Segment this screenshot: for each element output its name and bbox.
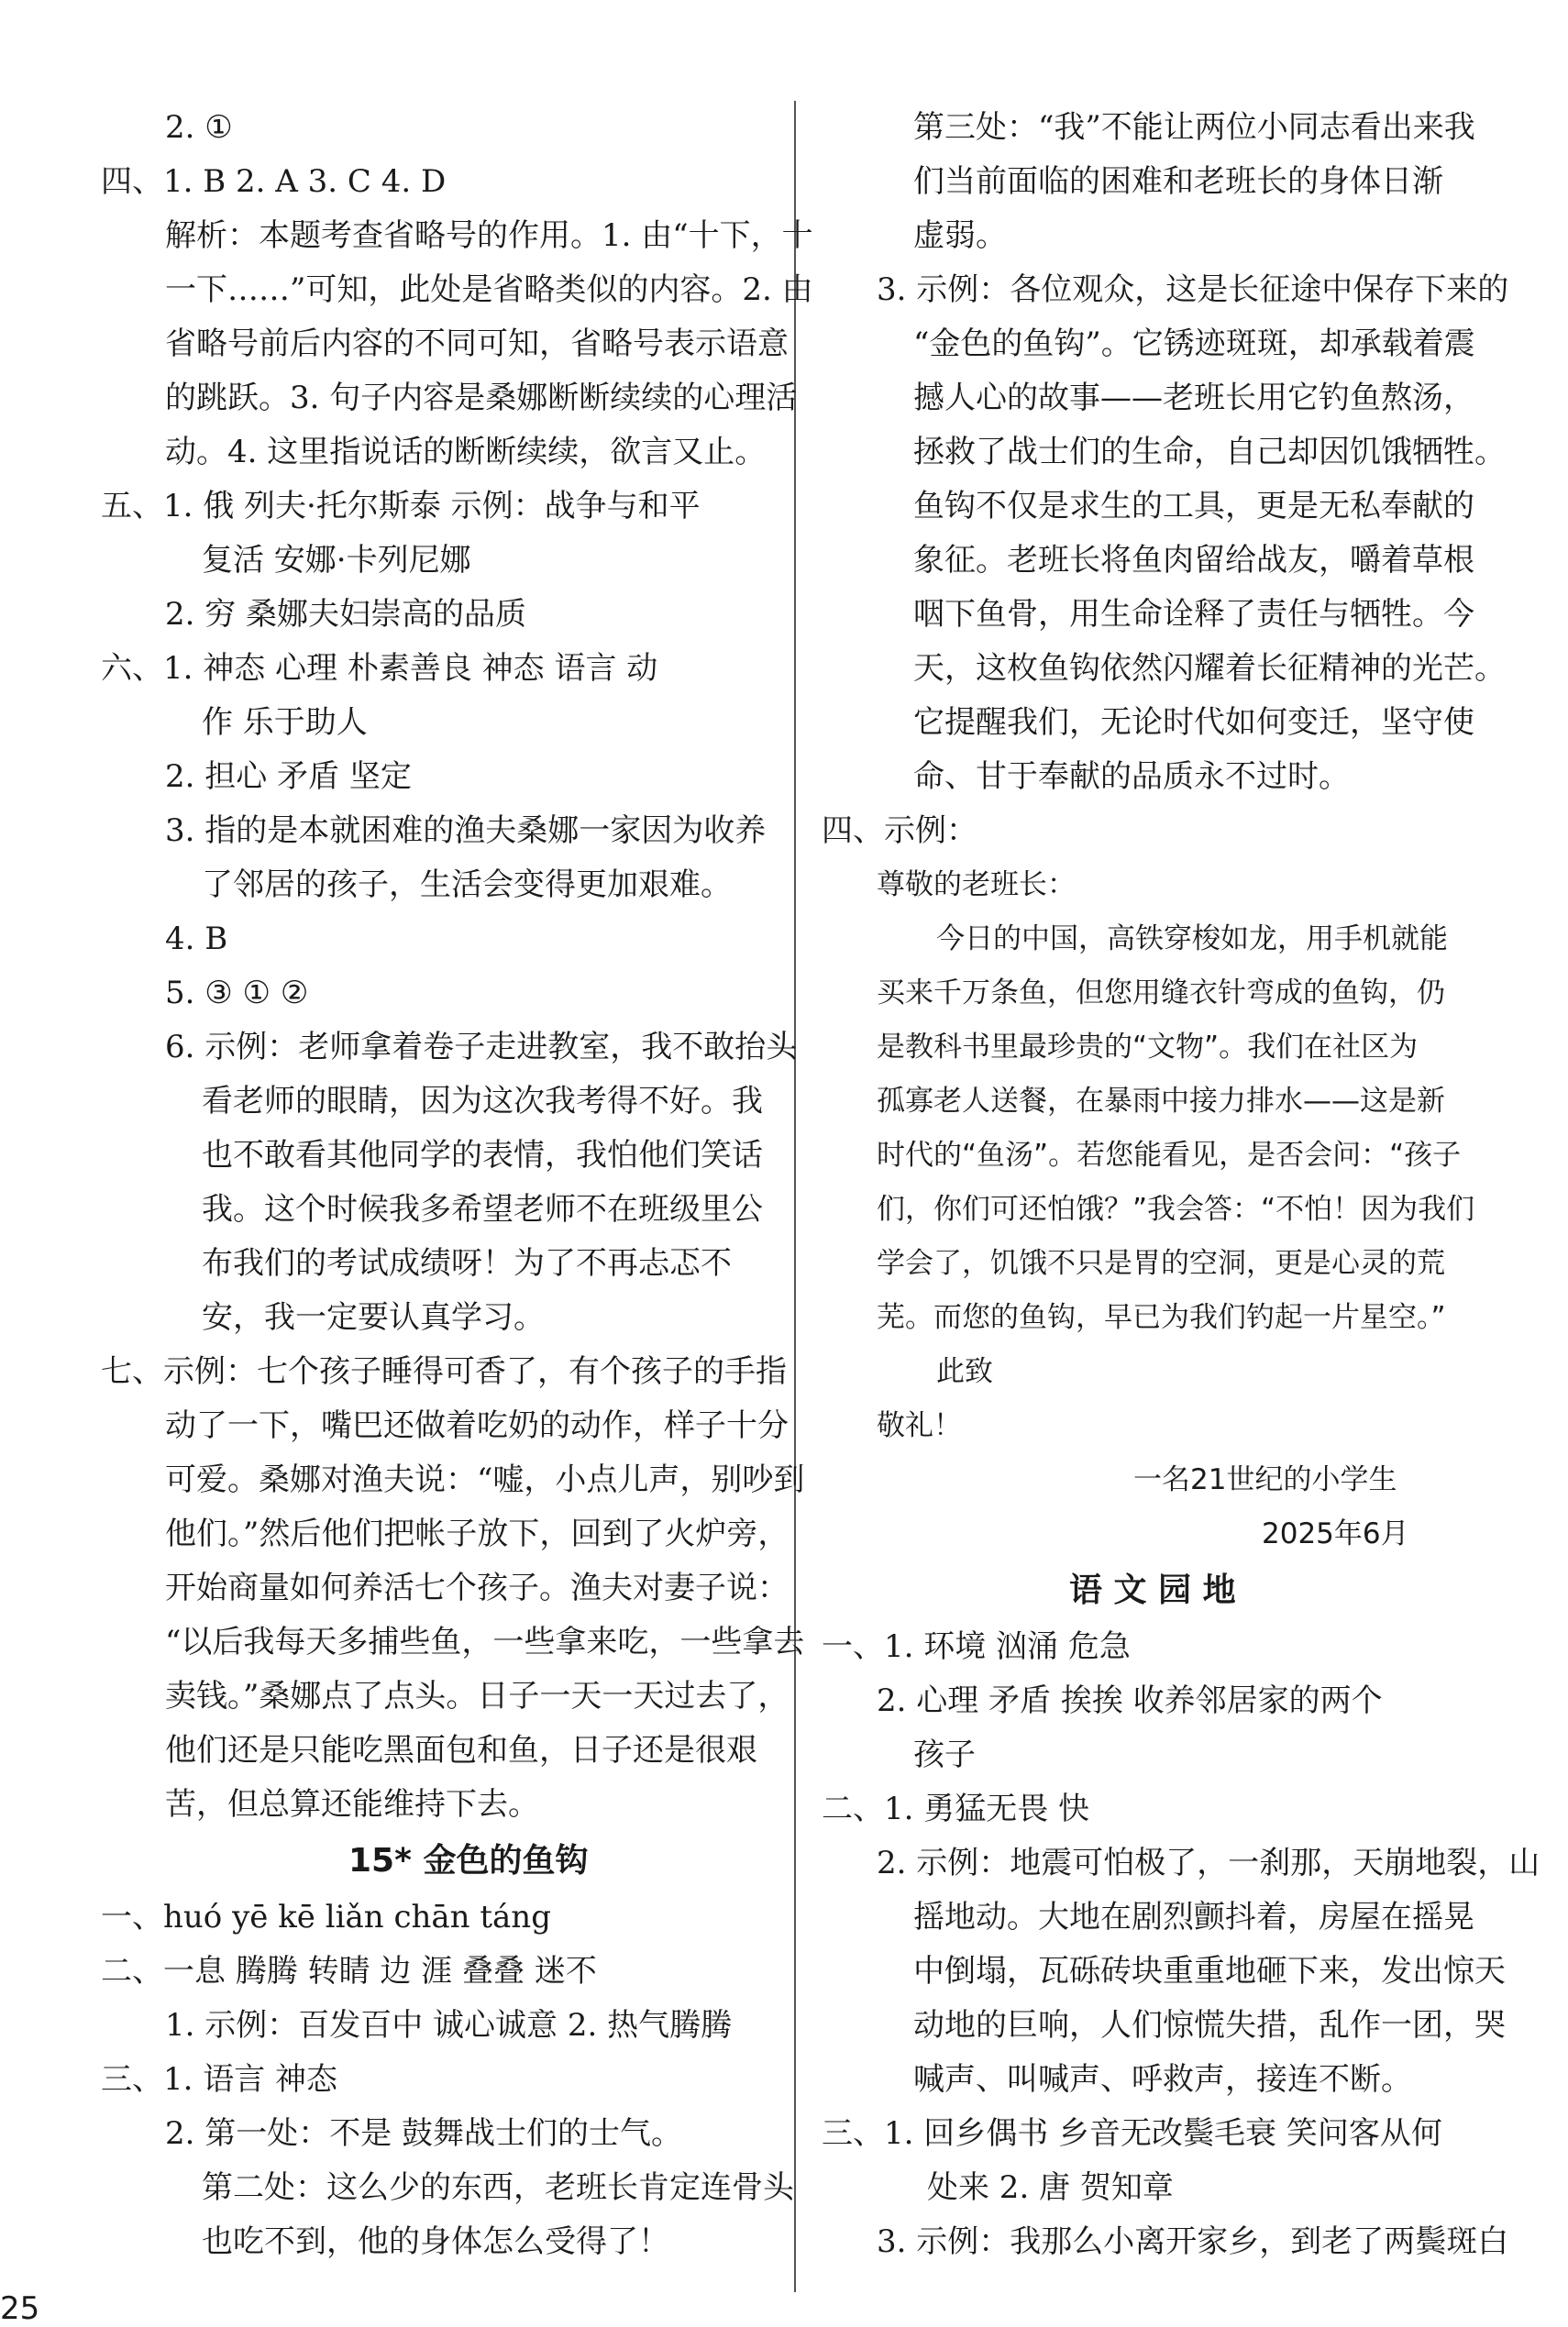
text-line: 2. ① [165,109,233,146]
text-line: 苦，但总算还能维持下去。 [165,1786,539,1823]
text-line: 3. 示例：各位观众，这是长征途中保存下来的 [877,271,1509,308]
text-line: 3. 指的是本就困难的渔夫桑娜一家因为收养 [165,812,767,849]
right-column [822,101,1540,2269]
text-line: 它提醒我们，无论时代如何变迁，坚守使 [913,704,1474,741]
text-line: 也吃不到，他的身体怎么受得了！ [202,2223,669,2260]
text-line: 咽下鱼骨，用生命诠释了责任与牺牲。今 [913,596,1474,633]
text-line: 今日的中国，高铁穿梭如龙，用手机就能 [936,922,1448,955]
text-line: 拯救了战士们的生命，自己却因饥饿牺牲。 [913,434,1506,470]
text-line: 解析：本题考查省略号的作用。1. 由“十下，十 [165,217,813,254]
text-line: 一下……”可知，此处是省略类似的内容。2. 由 [165,271,813,308]
left-column [101,101,813,2269]
text-line: 七、示例：七个孩子睡得可香了，有个孩子的手指 [101,1353,787,1390]
text-line: 撼人心的故事——老班长用它钓鱼熬汤， [913,380,1474,416]
text-line: 芜。而您的鱼钩，早已为我们钓起一片星空。” [877,1301,1446,1334]
text-line: 学会了，饥饿不只是胃的空洞，更是心灵的荒 [877,1247,1445,1280]
text-line: 2025年6月 [1262,1517,1409,1550]
text-line: 开始商量如何养活七个孩子。渔夫对妻子说： [165,1570,789,1606]
text-line: “以后我每天多捕些鱼，一些拿来吃，一些拿去 [165,1624,805,1660]
chinese-garden-section [822,1561,1540,2269]
text-line: 四、1. B 2. A 3. C 4. D [101,163,447,200]
text-line: 2. 示例：地震可怕极了，一刹那，天崩地裂，山 [877,1845,1540,1881]
text-line: 动了一下，嘴巴还做着吃奶的动作，样子十分 [165,1407,789,1444]
text-line: 处来 2. 唐 贺知章 [927,2169,1174,2206]
text-line: 布我们的考试成绩呀！为了不再忐忑不 [202,1245,732,1282]
text-line: 此致 [936,1355,993,1388]
text-line: 他们。”然后他们把帐子放下，回到了火炉旁， [165,1516,790,1552]
text-line: 可爱。桑娜对渔夫说：“嘘，小点儿声，别吵到 [165,1461,805,1498]
text-line: 二、一息 腾腾 转睛 边 涯 叠叠 迷不 [101,1953,597,1990]
text-line: 命、甘于奉献的品质永不过时。 [913,758,1350,795]
text-line: 摇地动。大地在剧烈颤抖着，房屋在摇晃 [913,1899,1474,1935]
text-line: 第二处：这么少的东西，老班长肯定连骨头 [202,2169,794,2206]
text-line: 也不敢看其他同学的表情，我怕他们笑话 [202,1137,763,1174]
text-line: 动。4. 这里指说话的断断续续，欲言又止。 [165,434,767,470]
text-line: 鱼钩不仅是求生的工具，更是无私奉献的 [913,488,1474,524]
text-line: 他们还是只能吃黑面包和鱼，日子还是很艰 [165,1732,757,1769]
text-line: 二、1. 勇猛无畏 快 [822,1791,1090,1827]
text-line: 2. 心理 矛盾 挨挨 收养邻居家的两个 [877,1682,1383,1719]
column-divider [794,101,796,2292]
page-number: 25 [0,2290,40,2327]
text-line: 了邻居的孩子，生活会变得更加艰难。 [202,866,732,903]
text-line: 5. ③ ① ② [165,975,309,1011]
text-line: 象征。老班长将鱼肉留给战友，嚼着草根 [913,542,1474,579]
text-line: 安，我一定要认真学习。 [202,1299,545,1336]
text-line: 孩子 [913,1737,976,1773]
text-line: 卖钱。”桑娜点了点头。日子一天一天过去了， [165,1678,790,1715]
text-line: 买来千万条鱼，但您用缝衣针弯成的鱼钩，仍 [877,976,1445,1009]
text-line: 动地的巨响，人们惊慌失措，乱作一团，哭 [913,2007,1506,2044]
text-line: 们当前面临的困难和老班长的身体日渐 [913,163,1443,200]
section-title: 语 文 园 地 [1069,1572,1236,1609]
section-title: 15* 金色的鱼钩 [348,1842,589,1880]
text-line: “金色的鱼钩”。它锈迹斑斑，却承载着震 [913,325,1475,362]
text-line: 天，这枚鱼钩依然闪耀着长征精神的光芒。 [913,650,1506,687]
text-line: 四、示例： [822,812,977,849]
text-line: 虚弱。 [913,217,1007,254]
answers-section-15 [822,101,1507,858]
text-line: 复活 安娜·卡列尼娜 [202,542,471,579]
text-line: 1. 示例：百发百中 诚心诚意 2. 热气腾腾 [165,2007,733,2044]
text-line: 尊敬的老班长： [877,868,1076,901]
text-line: 我。这个时候我多希望老师不在班级里公 [202,1191,763,1228]
text-line: 中倒塌，瓦砾砖块重重地砸下来，发出惊天 [913,1953,1506,1990]
text-line: 敬礼！ [877,1409,962,1442]
text-line: 的跳跃。3. 句子内容是桑娜断断续续的心理活 [165,380,798,416]
text-line: 一名21世纪的小学生 [1133,1463,1397,1496]
text-line: 看老师的眼睛，因为这次我考得不好。我 [202,1083,763,1119]
text-line: 三、1. 回乡偶书 乡音无改鬓毛衰 笑问客从何 [822,2115,1442,2152]
text-line: 第三处：“我”不能让两位小同志看出来我 [913,109,1475,146]
text-line: 2. 担心 矛盾 坚定 [165,758,412,795]
text-line: 六、1. 神态 心理 朴素善良 神态 语言 动 [101,650,658,687]
text-line: 4. B [165,921,228,957]
text-line: 是教科书里最珍贵的“文物”。我们在社区为 [877,1031,1419,1064]
text-line: 2. 第一处：不是 鼓舞战士们的士气。 [165,2115,683,2152]
text-line: 三、1. 语言 神态 [101,2061,338,2098]
text-line: 一、1. 环境 汹涌 危急 [822,1628,1131,1665]
text-line: 时代的“鱼汤”。若您能看见，是否会问：“孩子 [877,1139,1462,1172]
text-line: 们，你们可还怕饿？”我会答：“不怕！因为我们 [877,1193,1475,1226]
text-line: 省略号前后内容的不同可知，省略号表示语意 [165,325,789,362]
text-line: 6. 示例：老师拿着卷子走进教室，我不敢抬头 [165,1029,798,1065]
text-line: 五、1. 俄 列夫·托尔斯泰 示例：战争与和平 [101,488,701,524]
text-line: 作 乐于助人 [202,704,368,741]
text-line: 3. 示例：我那么小离开家乡，到老了两鬓斑白 [877,2223,1509,2260]
text-line: 孤寡老人送餐，在暴雨中接力排水——这是新 [877,1085,1445,1118]
sample-letter [822,858,1507,1561]
text-line: 喊声、叫喊声、呼救声，接连不断。 [913,2061,1412,2098]
text-line: 一、huó yē kē liǎn chān táng [101,1899,551,1935]
text-line: 2. 穷 桑娜夫妇崇高的品质 [165,596,527,633]
